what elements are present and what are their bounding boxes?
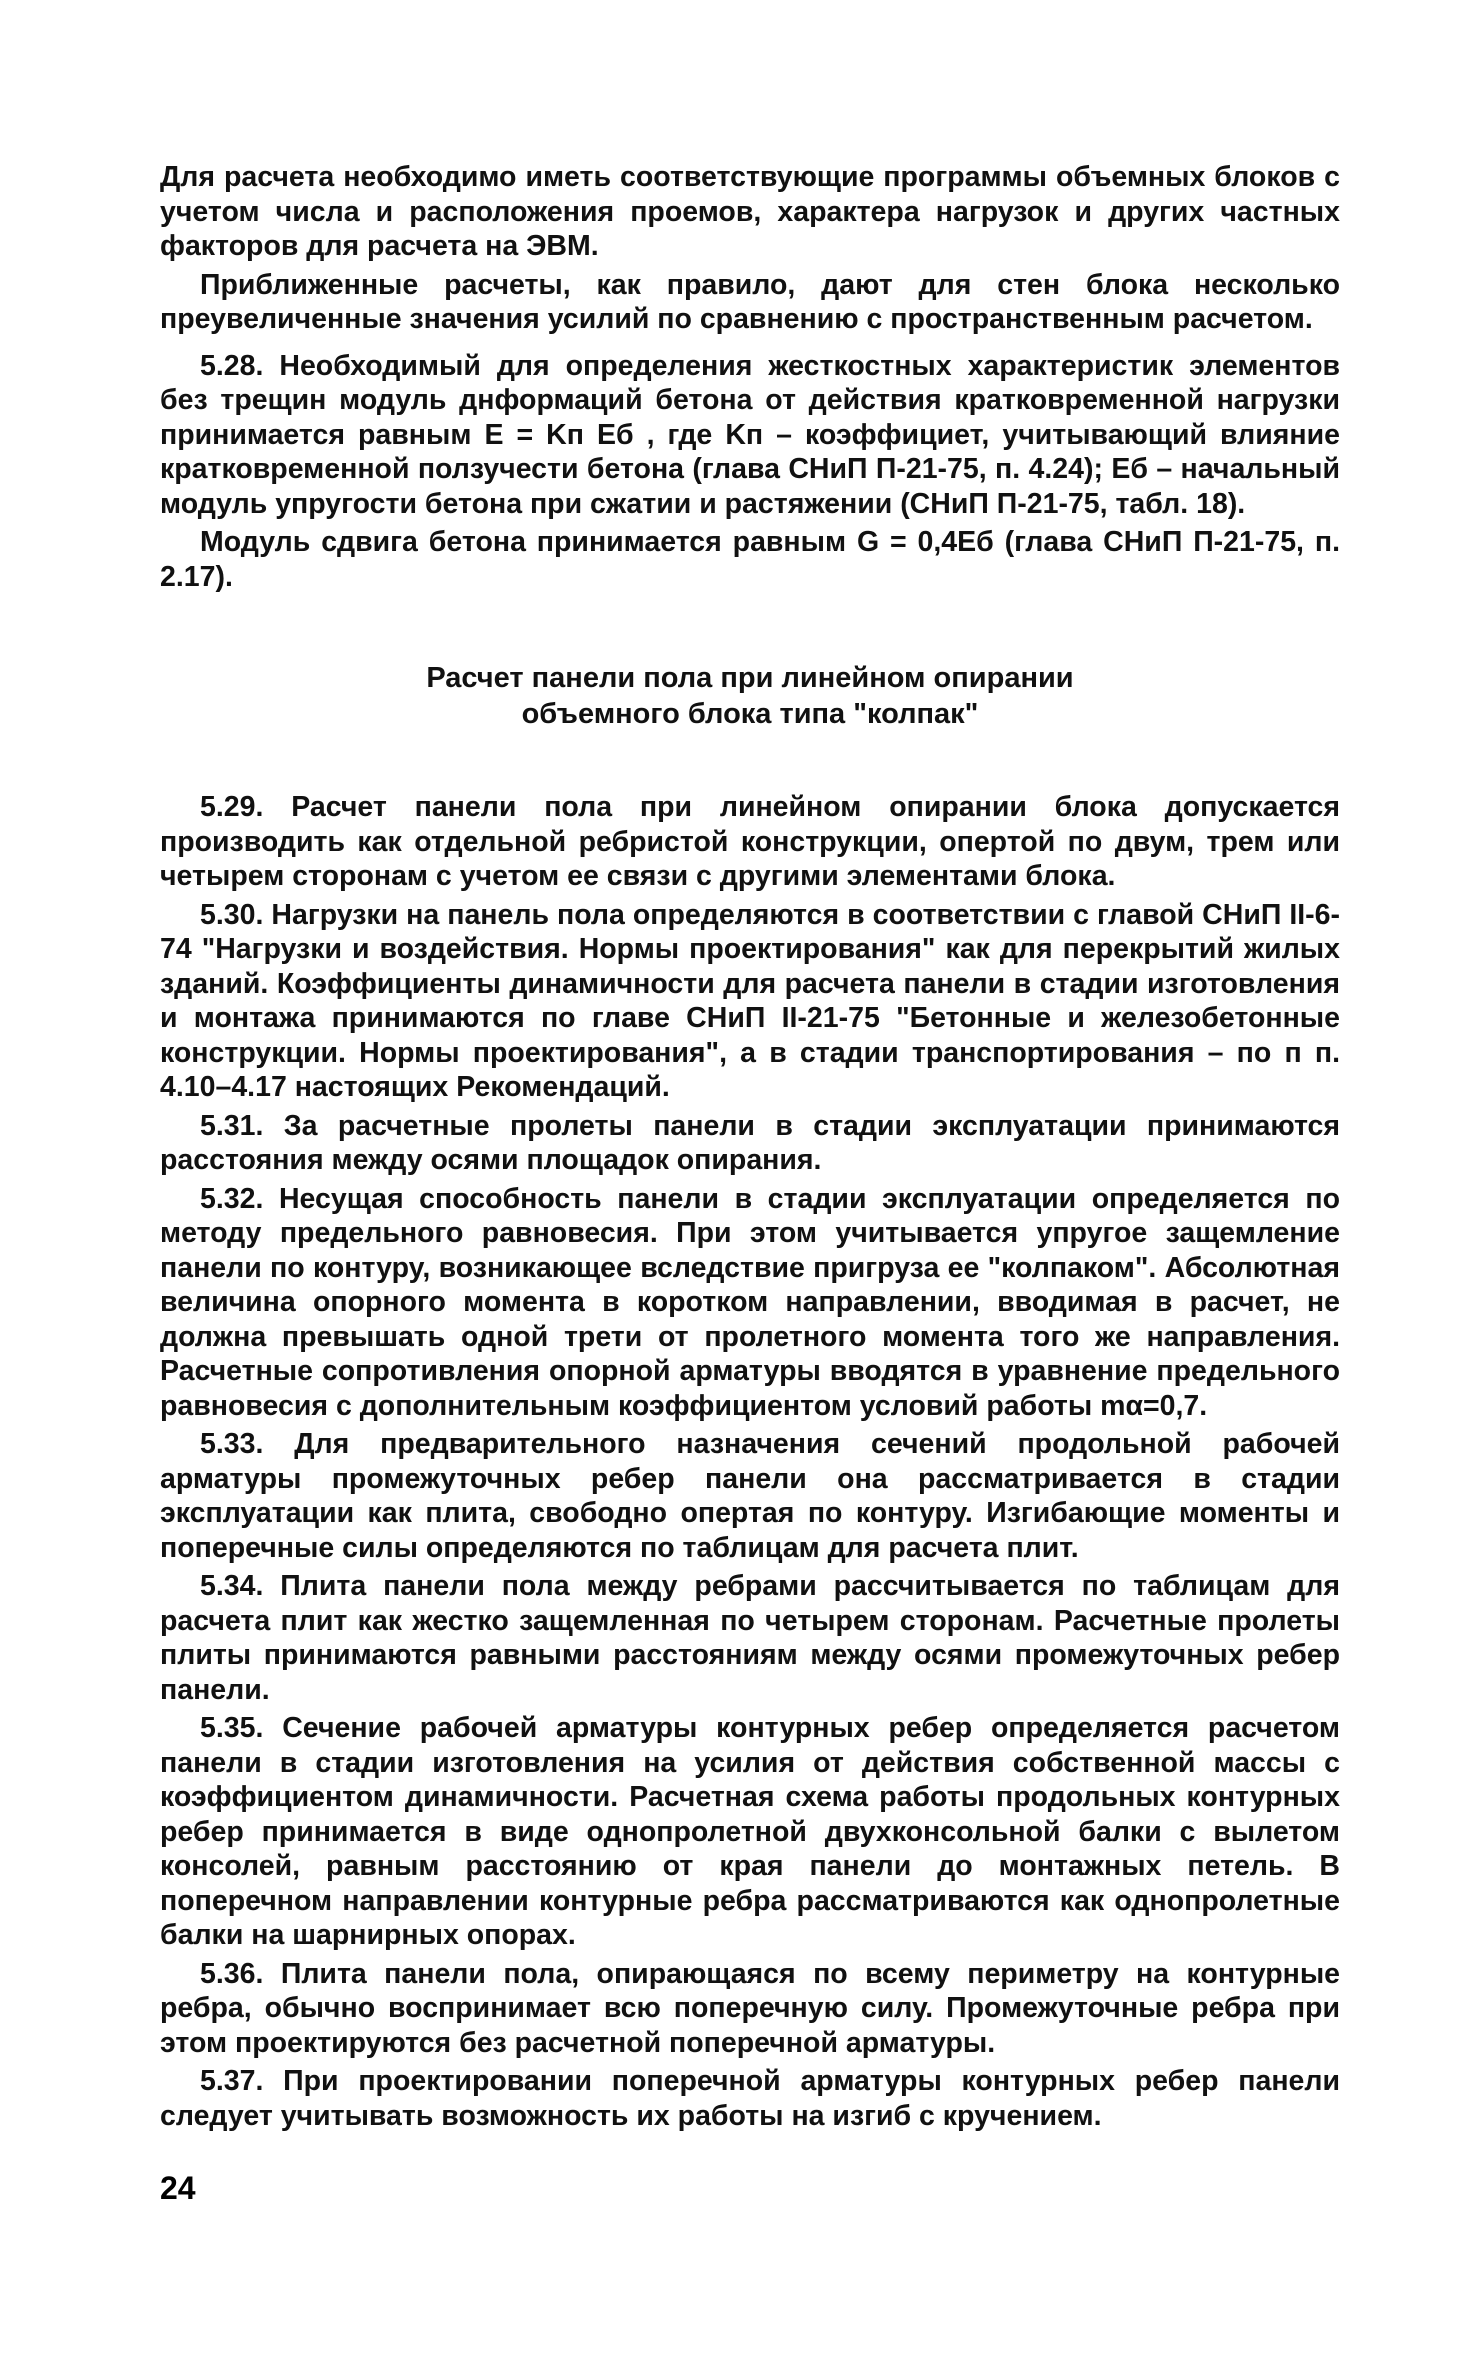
item-text: За расчетные пролеты панели в стадии эксплуатации принимаются расстояния между осями площадок опирания.: [160, 1109, 1341, 1176]
item-number: 5.29.: [200, 791, 264, 823]
list-item: [160, 2064, 1340, 2133]
heading-line-1: Расчет панели пола при линейном опирании: [426, 662, 1074, 694]
list-item: [160, 1569, 1340, 1707]
intro-paragraph-1: Для расчета необходимо иметь соответствующие программы объемных блоков с учетом числа и расположения проемов, характера нагрузок и других частных факторов для расчета на ЭВМ.: [160, 161, 1340, 262]
item-number: 5.35.: [200, 1712, 264, 1744]
item-number: 5.36.: [200, 1957, 264, 1990]
item-text: Нагрузки на панель пола определяются в соответствии с главой СНиП II-6-74 "Нагрузки и воздействия. Нормы проектирования" как для перекрытий жилых зданий. Коэффициенты динамичности для расчета панели в стадии изготовления и монтажа принимаются по главе СНиП II-21-75 "Бетонные и железобетонные конструкции. Нормы проектирования", а в стадии транспортирования – по п п. 4.10–4.17 настоящих Рекомендаций.: [160, 898, 1341, 1103]
list-item: [160, 790, 1340, 894]
item-number: 5.31.: [200, 1109, 264, 1142]
section-5-28: [160, 349, 1340, 522]
item-number: 5.37.: [200, 2065, 264, 2097]
section-heading: [160, 660, 1340, 732]
item-text: Плита панели пола, опирающаяся по всему периметру на контурные ребра, обычно воспринимает всю поперечную силу. Промежуточные ребра при этом проектируются без расчетной поперечной арматуры.: [160, 1957, 1341, 2059]
item-text: Несущая способность панели в стадии эксплуатации определяется по методу предельного равновесия. При этом учитывается упругое защемление панели по контуру, возникающее вследствие пригруза ее "колпаком". Абсолютная величина опорного момента в коротком направлении, вводимая в расчет, не должна превышать одной трети от пролетного момента того же направления. Расчетные сопротивления опорной арматуры вводятся в уравнение предельного равновесия с дополнительным коэффициентом условий работы mα=0,7.: [160, 1182, 1340, 1422]
list-item: [160, 1109, 1340, 1178]
item-text: Сечение рабочей арматуры контурных ребер определяется расчетом панели в стадии изготовления на усилия от действия собственной массы с коэффициентом динамичности. Расчетная схема работы продольных контурных ребер принимается в виде однопролетной двухконсольной балки с вылетом консолей, равным расстоянию от края панели до монтажных петель. В поперечном направлении контурные ребра рассматриваются как однопролетные балки на шарнирных опорах.: [160, 1712, 1341, 1951]
item-list: [160, 790, 1340, 2133]
item-number: 5.34.: [200, 1570, 264, 1602]
list-item: [160, 1182, 1340, 1424]
page-body: [160, 160, 1340, 2137]
item-text: Для предварительного назначения сечений продольной рабочей арматуры промежуточных ребер панели она рассматривается в стадии эксплуатации как плита, свободно опертая по контуру. Изгибающие моменты и поперечные силы определяются по таблицам для расчета плит.: [160, 1428, 1341, 1564]
list-item: [160, 898, 1340, 1105]
page-number: 24: [160, 2170, 196, 2206]
item-number: 5.33.: [200, 1428, 264, 1460]
item-number: 5.30.: [200, 898, 264, 931]
heading-line-2: объемного блока типа "колпак": [521, 698, 979, 730]
item-text: Плита панели пола между ребрами рассчитывается по таблицам для расчета плит как жестко защемленная по четырем сторонам. Расчетные пролеты плиты принимаются равными расстояниям между осями промежуточных ребер панели.: [160, 1570, 1340, 1706]
item-text: Расчет панели пола при линейном опирании блока допускается производить как отдельной ребристой конструкции, опертой по двум, трем или четырем сторонам с учетом ее связи с другими элементами блока.: [160, 791, 1341, 892]
list-item: [160, 1427, 1340, 1565]
section-5-28-shear: Модуль сдвига бетона принимается равным G = 0,4Eб (глава СНиП П-21-75, п. 2.17).: [160, 526, 1340, 593]
item-text: При проектировании поперечной арматуры контурных ребер панели следует учитывать возможность их работы на изгиб с кручением.: [160, 2065, 1341, 2132]
list-item: [160, 1957, 1340, 2061]
intro-paragraph-2: Приближенные расчеты, как правило, дают для стен блока несколько преувеличенные значения усилий по сравнению с пространственным расчетом.: [160, 268, 1340, 335]
section-text: Необходимый для определения жесткостных характеристик элементов без трещин модуль днформаций бетона от действия кратковременной нагрузки принимается равным E = Kп Eб , где Kп – коэффициет, учитывающий влияние кратковременной ползучести бетона (глава СНиП П-21-75, п. 4.24); Eб – начальный модуль упругости бетона при сжатии и растяжении (СНиП П-21-75, табл. 18).: [160, 349, 1340, 520]
section-number: 5.28.: [200, 349, 264, 382]
list-item: [160, 1711, 1340, 1953]
item-number: 5.32.: [200, 1182, 264, 1215]
